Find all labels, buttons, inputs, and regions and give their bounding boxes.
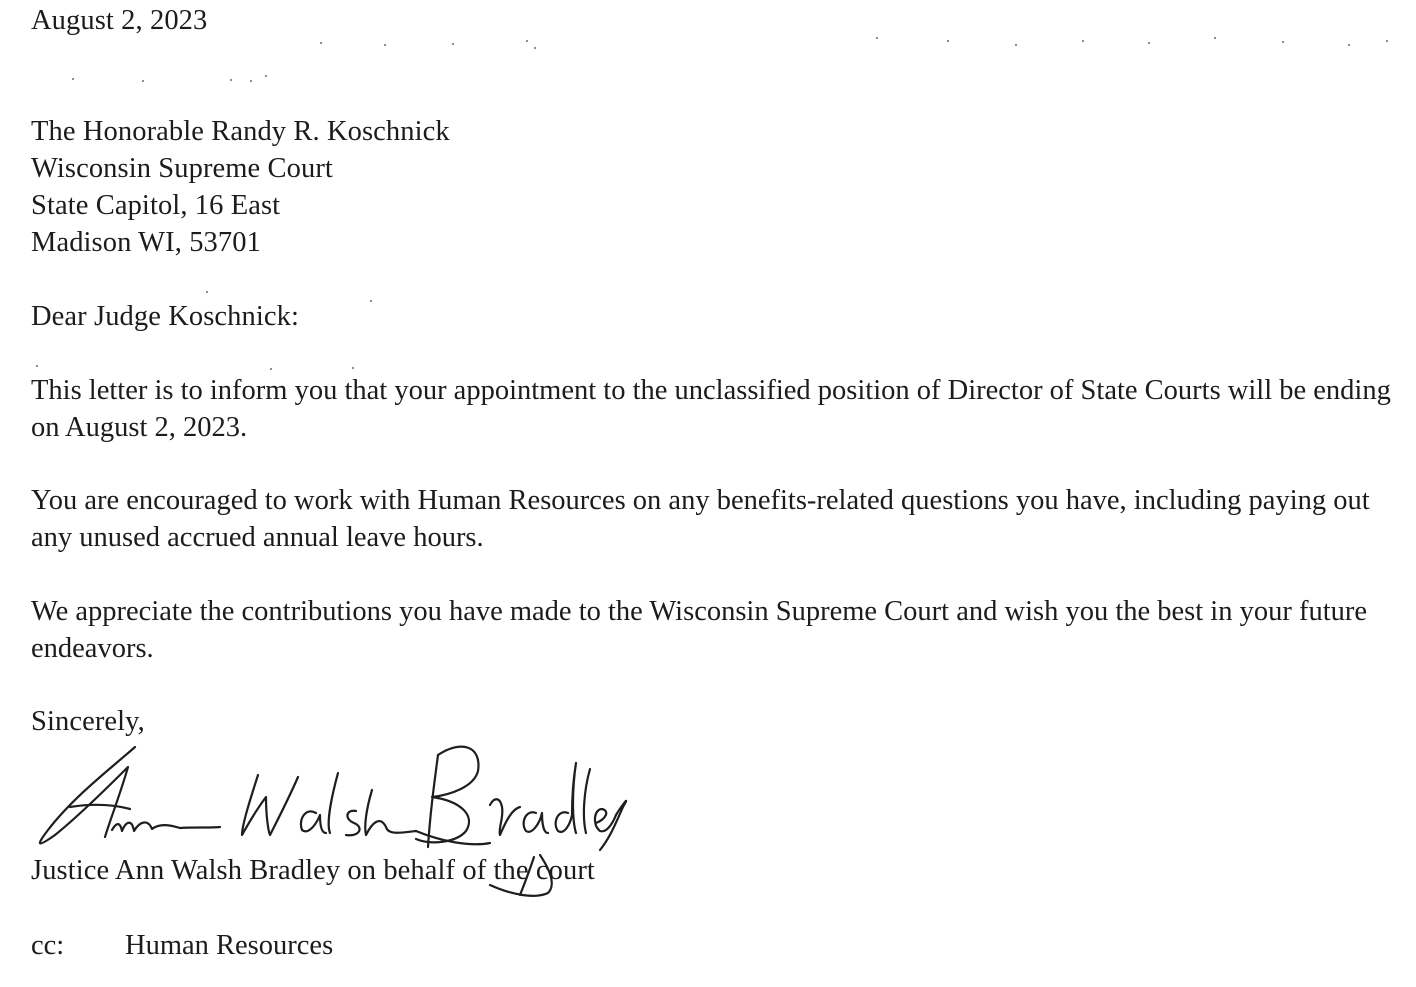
letter-date: August 2, 2023 <box>31 5 208 36</box>
cc-recipient: Human Resources <box>125 930 334 961</box>
body-paragraph: This letter is to inform you that your appointment to the unclassified position of Director of State Courts will be ending on August 2, 2023. <box>31 375 1391 443</box>
body-paragraph: We appreciate the contributions you have made to the Wisconsin Supreme Court and wish you the best in your future endeavors. <box>31 596 1368 664</box>
recipient-organization: Wisconsin Supreme Court <box>31 153 333 184</box>
salutation: Dear Judge Koschnick: <box>31 301 300 332</box>
recipient-name: The Honorable Randy R. Koschnick <box>31 116 450 147</box>
closing: Sincerely, <box>31 706 145 737</box>
signature-caption: Justice Ann Walsh Bradley on behalf of the court <box>31 855 595 886</box>
recipient-city: Madison WI, 53701 <box>31 227 261 258</box>
cc-label: cc: <box>31 930 65 961</box>
body-paragraph: You are encouraged to work with Human Resources on any benefits-related questions you have, including paying out any unused accrued annual leave hours. <box>31 485 1370 553</box>
recipient-street: State Capitol, 16 East <box>31 190 281 221</box>
